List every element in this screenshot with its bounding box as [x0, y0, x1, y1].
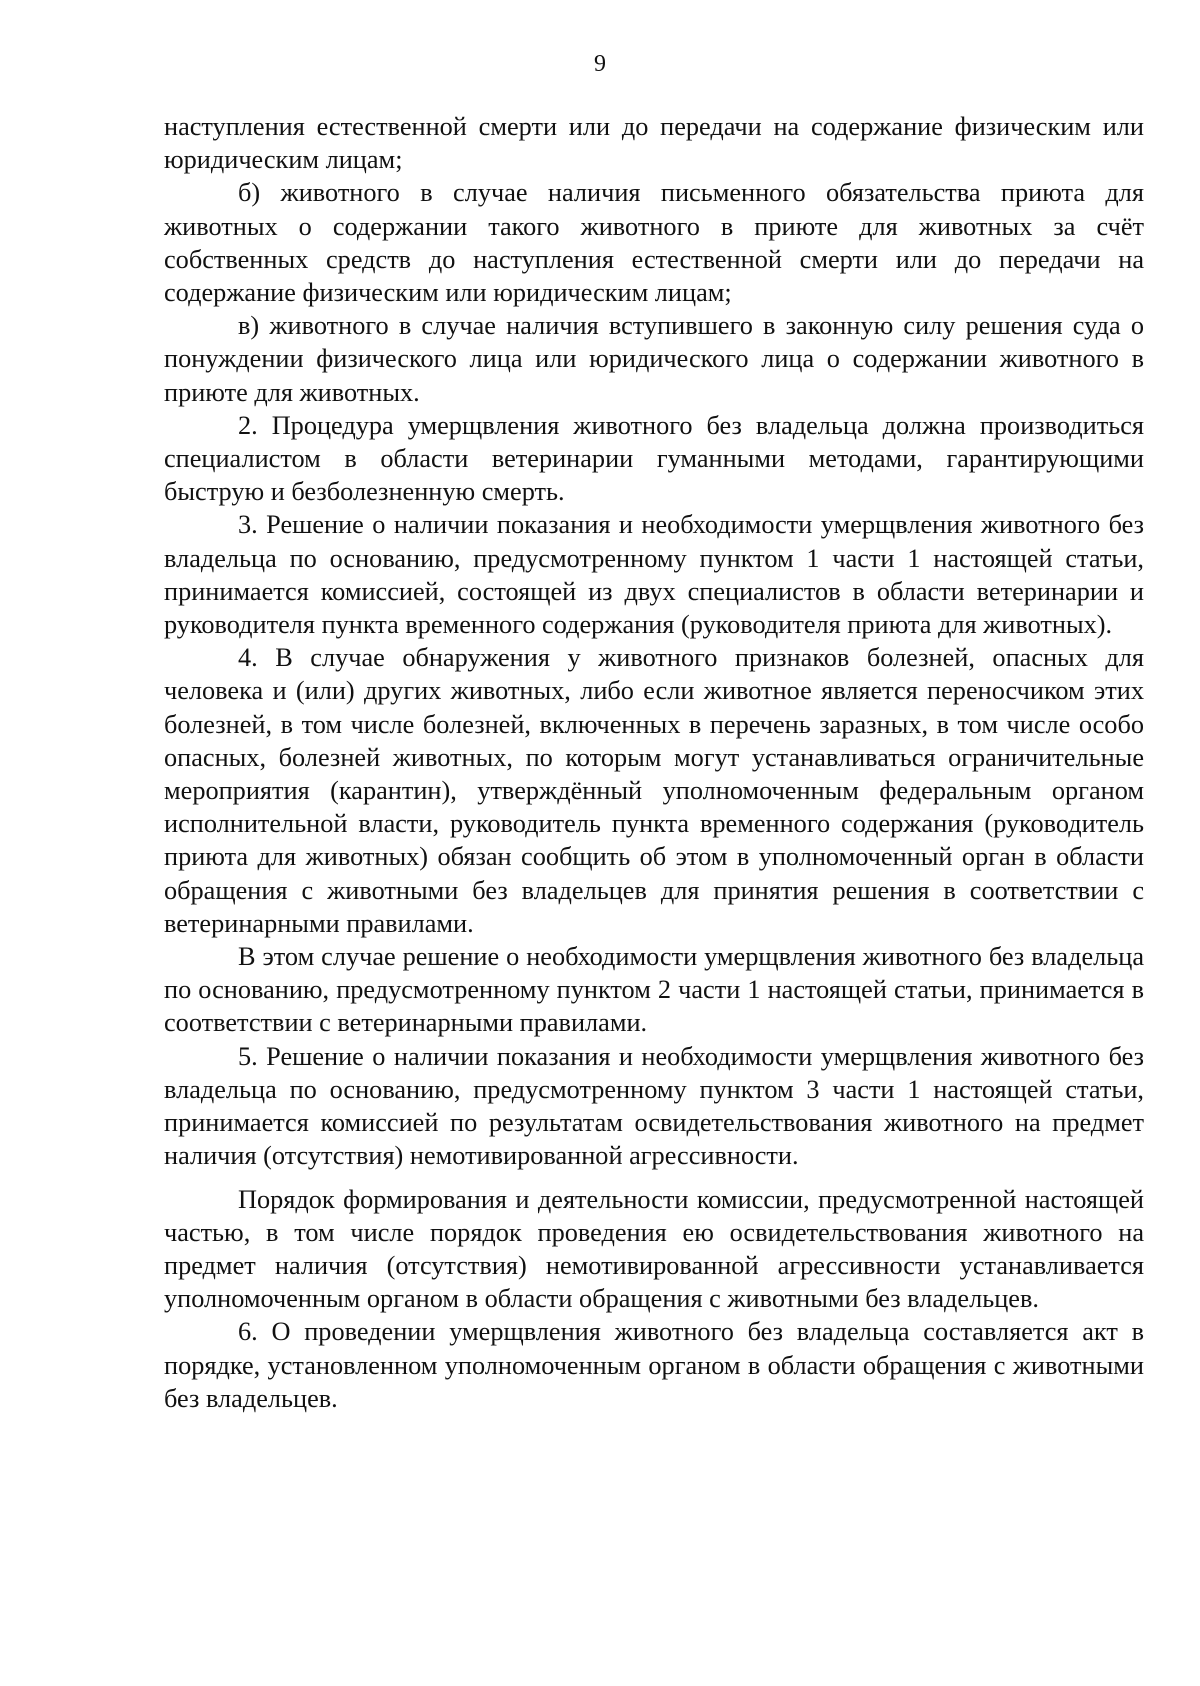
- paragraph-item-v: в) животного в случае наличия вступившего в законную силу решения суда о понуждении физического лица или юридического лица о содержании животного в приюте для животных.: [164, 311, 1144, 407]
- paragraph-point-4: 4. В случае обнаружения у животного признаков болезней, опасных для человека и (или) других животных, либо если животное является переносчиком этих болезней, в том числе болезней, включенных в перечень заразных, в том числе особо опасных, болезней животных, по которым могут устанавливаться ограничительные мероприятия (карантин), утверждённый уполномоченным федеральным органом исполнительной власти, руководитель пункта временного содержания (руководитель приюта для животных) обязан сообщить об этом в уполномоченный орган в области обращения с животными без владельцев для принятия решения в соответствии с ветеринарными правилами.: [164, 643, 1144, 938]
- paragraph-point-2: 2. Процедура умерщвления животного без владельца должна производиться специалистом в области ветеринарии гуманными методами, гарантирующими быструю и безболезненную смерть.: [164, 410, 1144, 507]
- page-number: 9: [594, 51, 606, 77]
- document-body: [164, 110, 1144, 1415]
- paragraph-continuation: наступления естественной смерти или до передачи на содержание физическим или юридическим лицам;: [164, 112, 1144, 175]
- paragraph-point-5-second: Порядок формирования и деятельности комиссии, предусмотренной настоящей частью, в том числе порядок проведения ею освидетельствования животного на предмет наличия (отсутствия) немотивированной агрессивности устанавливается уполномоченным органом в области обращения с животными без владельцев.: [164, 1184, 1144, 1314]
- paragraph-point-3: 3. Решение о наличии показания и необходимости умерщвления животного без владельца по основанию, предусмотренному пунктом 1 части 1 настоящей статьи, принимается комиссией, состоящей из двух специалистов в области ветеринарии и руководителя пункта временного содержания (руководителя приюта для животных).: [164, 510, 1144, 640]
- paragraph-point-5: 5. Решение о наличии показания и необходимости умерщвления животного без владельца по основанию, предусмотренному пунктом 3 части 1 настоящей статьи, принимается комиссией по результатам освидетельствования животного на предмет наличия (отсутствия) немотивированной агрессивности.: [164, 1041, 1144, 1171]
- paragraph-point-4-second: В этом случае решение о необходимости умерщвления животного без владельца по основанию, предусмотренному пунктом 2 части 1 настоящей статьи, принимается в соответствии с ветеринарными правилами.: [164, 942, 1144, 1038]
- paragraph-point-6: 6. О проведении умерщвления животного без владельца составляется акт в порядке, установленном уполномоченным органом в области обращения с животными без владельцев.: [164, 1317, 1144, 1413]
- paragraph-item-b: б) животного в случае наличия письменного обязательства приюта для животных о содержании такого животного в приюте для животных за счёт собственных средств до наступления естественной смерти или до передачи на содержание физическим или юридическим лицам;: [164, 178, 1144, 308]
